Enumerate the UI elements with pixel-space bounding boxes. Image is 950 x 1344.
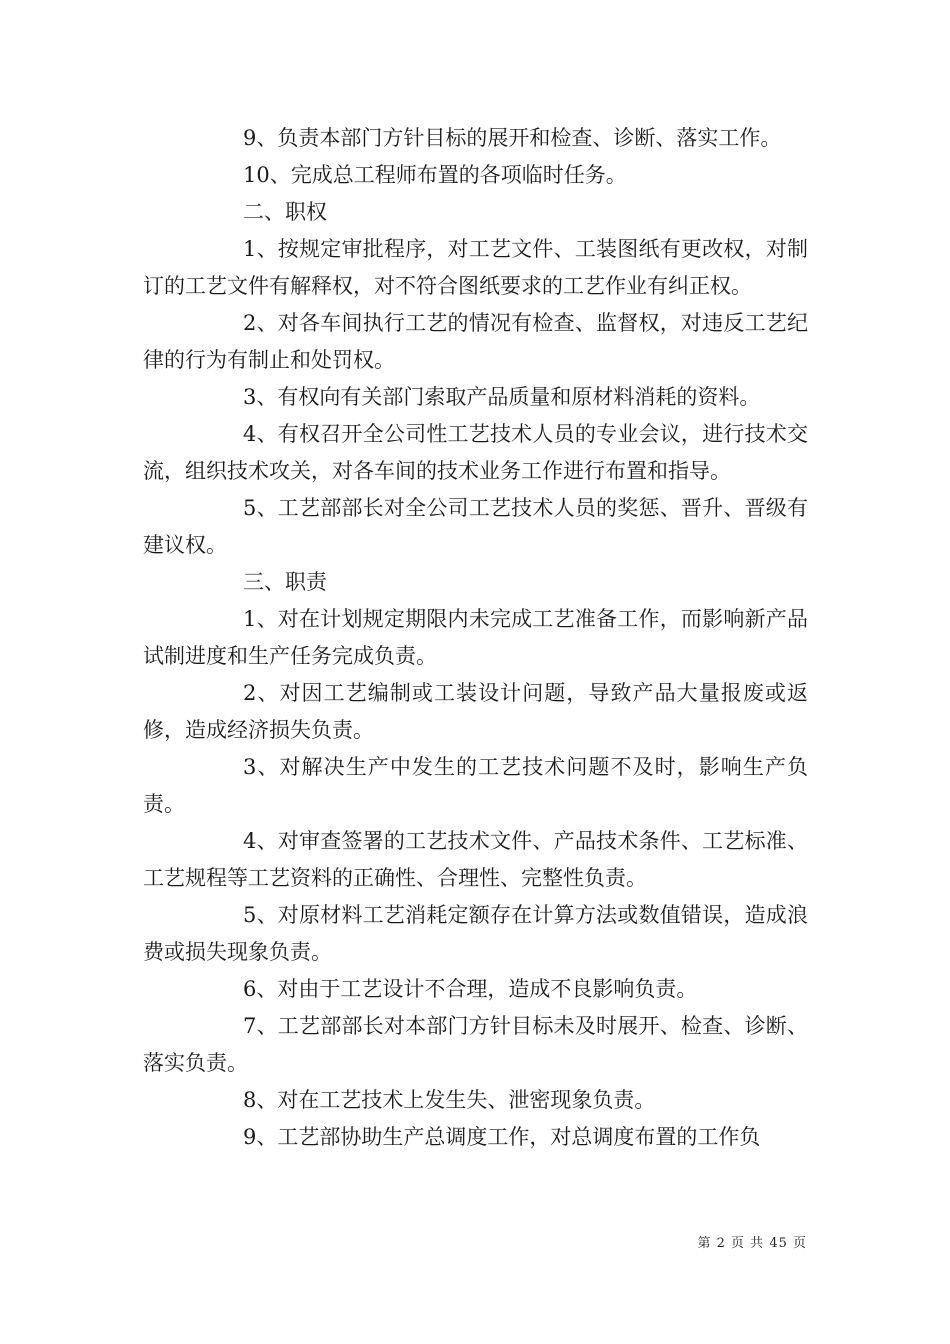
paragraph: 4、对审查签署的工艺技术文件、产品技术条件、工艺标准、工艺规程等工艺资料的正确性、合理性、完整性负责。 <box>143 829 808 890</box>
paragraph: 3、对解决生产中发生的工艺技术问题不及时，影响生产负责。 <box>143 755 808 816</box>
paragraph: 8、对在工艺技术上发生失、泄密现象负责。 <box>243 1088 656 1112</box>
paragraph: 2、对因工艺编制或工装设计问题，导致产品大量报废或返修，造成经济损失负责。 <box>143 681 808 742</box>
paragraph: 1、对在计划规定期限内未完成工艺准备工作，而影响新产品试制进度和生产任务完成负责。 <box>143 607 808 668</box>
paragraph: 3、有权向有关部门索取产品质量和原材料消耗的资料。 <box>243 385 761 409</box>
paragraph: 4、有权召开全公司性工艺技术人员的专业会议，进行技术交流，组织技术攻关，对各车间的技术业务工作进行布置和指导。 <box>143 422 808 483</box>
page-number-footer: 第 2 页 共 45 页 <box>697 1236 807 1251</box>
paragraph: 2、对各车间执行工艺的情况有检查、监督权，对违反工艺纪律的行为有制止和处罚权。 <box>143 311 808 372</box>
paragraph: 6、对由于工艺设计不合理，造成不良影响负责。 <box>243 977 698 1001</box>
paragraph: 1、按规定审批程序，对工艺文件、工装图纸有更改权，对制订的工艺文件有解释权，对不符合图纸要求的工艺作业有纠正权。 <box>143 237 808 298</box>
paragraph: 5、工艺部部长对全公司工艺技术人员的奖惩、晋升、晋级有建议权。 <box>143 496 808 557</box>
paragraph: 9、工艺部协助生产总调度工作，对总调度布置的工作负 <box>243 1125 761 1149</box>
paragraph: 9、负责本部门方针目标的展开和检查、诊断、落实工作。 <box>243 126 782 150</box>
paragraph: 5、对原材料工艺消耗定额存在计算方法或数值错误，造成浪费或损失现象负责。 <box>143 903 808 964</box>
section-heading: 二、职权 <box>243 200 327 224</box>
paragraph: 10、完成总工程师布置的各项临时任务。 <box>243 163 627 187</box>
section-heading: 三、职责 <box>243 570 327 594</box>
document-body <box>143 120 808 1156</box>
paragraph: 7、工艺部部长对本部门方针目标未及时展开、检查、诊断、落实负责。 <box>143 1014 808 1075</box>
